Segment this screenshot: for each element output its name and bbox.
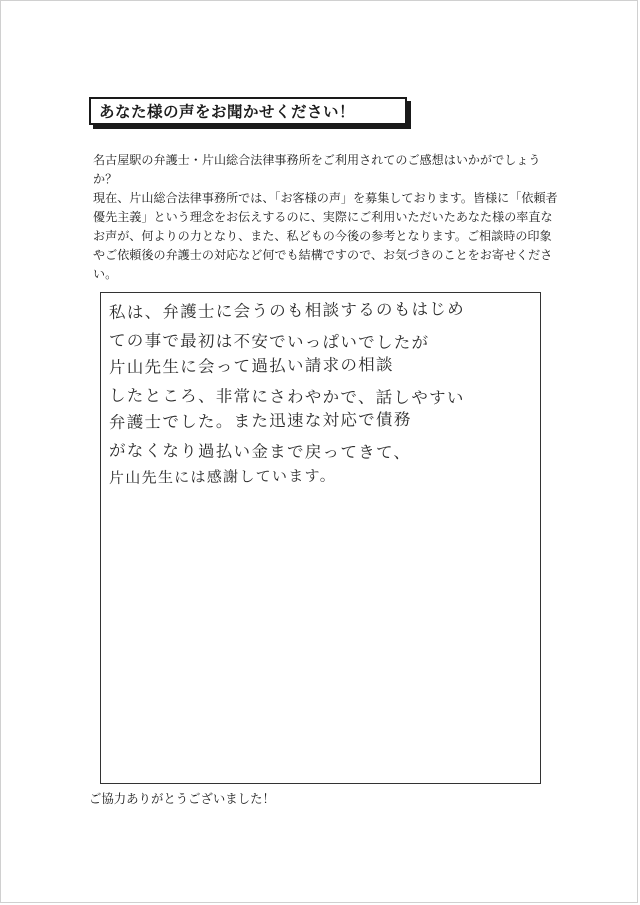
- comment-line: がなくなり過払い金まで戻ってきて、: [108, 440, 412, 463]
- page-title: あなた様の声をお聞かせください！: [99, 103, 356, 121]
- comment-line: ての事で最初は不安でいっぱいでしたが: [108, 330, 430, 352]
- comment-line: 弁護士でした。また迅速な対応で債務: [108, 410, 412, 433]
- intro-paragraph-2: 現在、片山総合法律事務所では、「お客様の声」を募集しております。皆様に「依頼者優先主義」という理念をお伝えするのに、実際にご利用いただいたあなた様の率直なお声が、何よりの力となり、また、私どもの今後の参考となります。ご相談時の印象やご依頼後の弁護士の対応など何でも結構ですので、お気づきのことをお寄せください。: [93, 191, 558, 281]
- comment-line: 片山先生には感謝しています。: [108, 466, 337, 487]
- comment-line: 片山先生に会って過払い請求の相談: [108, 355, 394, 378]
- intro-paragraph-1: 名古屋駅の弁護士・片山総合法律事務所をご利用されてのご感想はいかがでしょうか？: [93, 153, 541, 186]
- closing-message: ご協力ありがとうございました！: [89, 791, 275, 806]
- intro-text: [93, 151, 563, 284]
- title-box: [89, 97, 407, 125]
- handwritten-comment: [109, 299, 539, 492]
- comment-line: 私は、弁護士に会うのも相談するのもはじめ: [108, 299, 466, 322]
- comment-line: したところ、非常にさわやかで、話しやすい: [108, 385, 465, 408]
- comment-box: [100, 292, 541, 784]
